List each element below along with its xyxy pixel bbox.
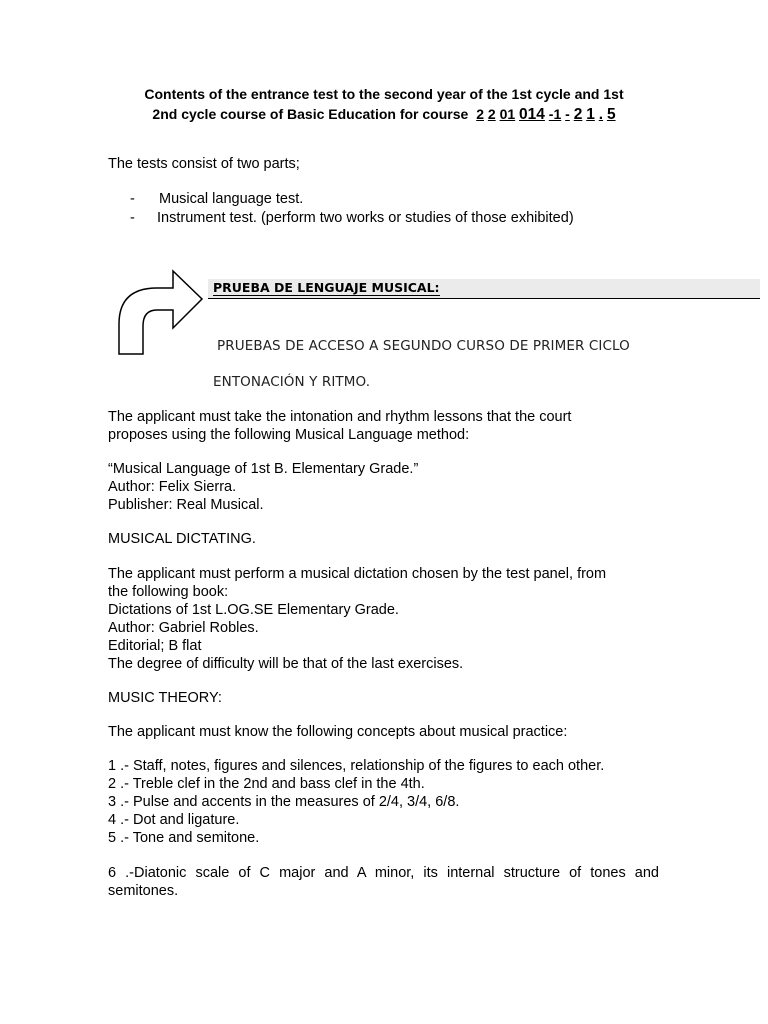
course-code-part: 1 (586, 106, 595, 123)
course-code-part: 2 (573, 106, 583, 123)
paragraph-line: The degree of difficulty will be that of the last exercises. (108, 656, 464, 672)
section-subheading-2: ENTONACIÓN Y RITMO. (213, 374, 371, 390)
list-item: 4 .- Dot and ligature. (108, 812, 240, 828)
course-code-part: 01 (499, 106, 516, 122)
list-item-text: Instrument test. (perform two works or studies of those exhibited) (157, 210, 574, 226)
method-author: Author: Felix Sierra. (108, 479, 237, 495)
list-item-text: Musical language test. (159, 191, 304, 207)
intro-text: The tests consist of two parts; (108, 156, 300, 172)
paragraph-line: The applicant must take the intonation and rhythm lessons that the court (108, 409, 572, 425)
document-title (100, 84, 668, 125)
list-dash: - (130, 210, 135, 226)
method-publisher: Publisher: Real Musical. (108, 497, 264, 513)
curved-arrow-icon (113, 266, 205, 361)
course-code-part: 2 (476, 106, 484, 122)
method-book-title: “Musical Language of 1st B. Elementary Grade.” (108, 461, 419, 477)
title-line-2 (100, 104, 668, 125)
section-subheading: PRUEBAS DE ACCESO A SEGUNDO CURSO DE PRIMER CICLO (217, 338, 630, 354)
title-line-1: Contents of the entrance test to the second year of the 1st cycle and 1st (144, 86, 624, 102)
list-item: 1 .- Staff, notes, figures and silences, relationship of the figures to each other. (108, 758, 605, 774)
theory-heading: MUSIC THEORY: (108, 690, 222, 706)
list-item: 5 .- Tone and semitone. (108, 830, 260, 846)
section-heading: PRUEBA DE LENGUAJE MUSICAL: (213, 280, 440, 295)
dictation-editorial: Editorial; B flat (108, 638, 202, 654)
course-code-part: -1 (548, 106, 562, 122)
theory-intro: The applicant must know the following concepts about musical practice: (108, 724, 568, 740)
course-code-part: 014 (519, 106, 545, 123)
list-item: 3 .- Pulse and accents in the measures of 2/4, 3/4, 6/8. (108, 794, 460, 810)
course-code-part: . (598, 106, 604, 123)
list-item: 6 .-Diatonic scale of C major and A minor, its internal structure of tones and semitones. (108, 865, 659, 899)
list-item (130, 209, 650, 227)
dictation-book-title: Dictations of 1st L.OG.SE Elementary Grade. (108, 602, 399, 618)
title-line-2-prefix: 2nd cycle course of Basic Education for course (152, 106, 469, 122)
section-heading-bar (208, 279, 760, 299)
list-item (130, 190, 630, 208)
paragraph-line: proposes using the following Musical Language method: (108, 427, 470, 443)
list-item: 2 .- Treble clef in the 2nd and bass clef in the 4th. (108, 776, 425, 792)
course-code-part: 2 (487, 106, 496, 122)
dictation-author: Author: Gabriel Robles. (108, 620, 259, 636)
paragraph-line: The applicant must perform a musical dictation chosen by the test panel, from (108, 566, 607, 582)
paragraph-line: the following book: (108, 584, 229, 600)
course-code-part: 5 (606, 106, 616, 123)
dictation-heading: MUSICAL DICTATING. (108, 531, 256, 547)
course-code-part: - (565, 106, 570, 122)
list-dash: - (130, 191, 135, 207)
